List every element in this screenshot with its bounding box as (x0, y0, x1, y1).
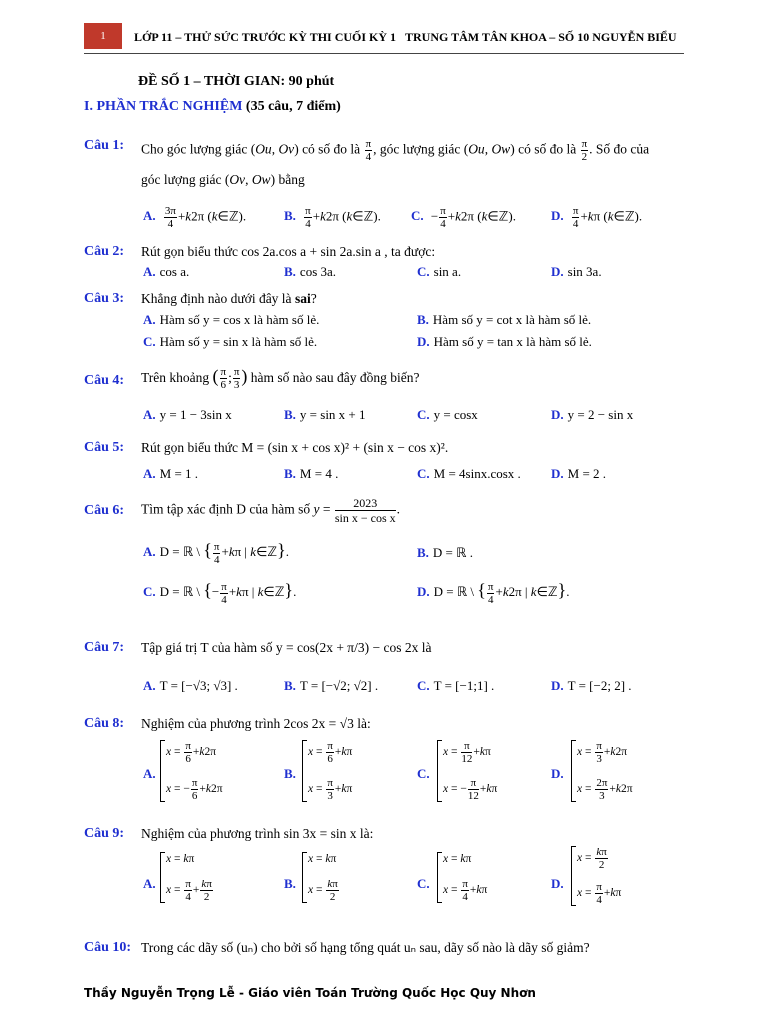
option-a: A. T = [−√3; √3] . (143, 678, 238, 693)
question-label: Câu 10: (84, 940, 132, 955)
question-5-text: Rút gọn biểu thức M = (sin x + cos x)² + (sin x − cos x)². (141, 440, 449, 455)
question-4-text: Trên khoảng ( $\frac{\pi}{6}$ ; $\frac{\pi}{3}$ ) hàm số nào sau đây đồng biến? (141, 366, 420, 392)
solution-system: x = $\frac{\pi}{12}$ +kπ x = − $\frac{\pi}{12}$ +kπ (437, 740, 530, 802)
option-d: D. T = [−2; 2] . (551, 678, 632, 693)
option-c: C. − $\frac{\pi}{4}$ +k2π (k∈ℤ). (411, 205, 516, 230)
option-b: B. $\frac{\pi}{4}$ +k2π (k∈ℤ). (284, 205, 381, 230)
q1-text-d: có số đo là (518, 141, 577, 157)
option-a: A. cos a. (143, 264, 190, 279)
question-label: Câu 1: (84, 138, 125, 153)
question-9-text: Nghiệm của phương trình sin 3x = sin x là: (141, 826, 374, 841)
option-c: C. (417, 876, 430, 891)
option-a: A. (143, 876, 156, 891)
option-d: D. M = 2 . (551, 466, 607, 481)
header-left: LỚP 11 – THỬ SỨC TRƯỚC KỲ THI CUỐI KỲ 1 (134, 30, 397, 44)
question-1-text: Cho góc lượng giác (Ou, Ov) có số đo là $\frac{\pi}{4}$ , góc lượng giác (Ou, Ow) có số đo là $\frac{\pi}{2}$ . Số đo của (141, 138, 650, 163)
solution-system: x = $\frac{k\pi}{2}$ x = $\frac{\pi}{4}$ +kπ (571, 846, 654, 906)
q1-line2b: bằng (278, 172, 305, 187)
question-3-text: Khẳng định nào dưới đây là sai? (141, 291, 317, 306)
solution-system: x = $\frac{\pi}{6}$ +kπ x = $\frac{\pi}{3}$ +kπ (302, 740, 383, 802)
option-b: B. cos 3a. (284, 264, 337, 279)
question-label: Câu 4: (84, 373, 125, 388)
fraction: $\frac{\pi}{2}$ (581, 138, 588, 163)
question-10-text: Trong các dãy số (uₙ) cho bởi số hạng tổng quát uₙ sau, dãy số nào là dãy số giảm? (141, 940, 590, 955)
solution-system: x = $\frac{\pi}{3}$ +k2π x = $\frac{2\pi}{3}$ +k2π (571, 740, 664, 802)
option-b: B. y = sin x + 1 (284, 407, 366, 422)
option-a: A. $\frac{3\pi}{4}$ +k2π (k∈ℤ). (143, 205, 247, 230)
option-d: D. D = ℝ \ { $\frac{\pi}{4}$ +k2π | k∈ℤ}. (417, 580, 570, 606)
option-a: A. D = ℝ \ { $\frac{\pi}{4}$ +kπ | k∈ℤ}. (143, 540, 289, 566)
question-label: Câu 2: (84, 244, 125, 259)
q1-text-a: Cho góc lượng giác (141, 141, 248, 157)
option-c: C. y = cosx (417, 407, 478, 422)
header-divider (84, 53, 684, 54)
exam-title: ĐỀ SỐ 1 – THỜI GIAN: 90 phút (138, 74, 335, 89)
option-b: B. T = [−√2; √2] . (284, 678, 379, 693)
option-c: C. D = ℝ \ {− $\frac{\pi}{4}$ +kπ | k∈ℤ}. (143, 580, 297, 606)
option-a: A. Hàm số y = cos x là hàm số lẻ. (143, 312, 320, 327)
solution-system: x = kπ x = $\frac{k\pi}{2}$ (302, 852, 363, 903)
solution-system: x = kπ x = $\frac{\pi}{4}$ + $\frac{k\pi}{2}$ (160, 852, 243, 903)
option-d: D. Hàm số y = tan x là hàm số lẻ. (417, 334, 592, 349)
option-b: B. (284, 876, 296, 891)
question-6-text: Tìm tập xác định D của hàm số y = $\frac{2023}{\text{sin x − cos x}}$ . (141, 496, 400, 525)
option-d: D. (551, 876, 564, 891)
solution-system: x = kπ x = $\frac{\pi}{4}$ +kπ (437, 852, 520, 903)
question-label: Câu 6: (84, 503, 125, 518)
question-1-line2: góc lượng giác (Ov, Ow) bằng (141, 172, 305, 187)
question-label: Câu 5: (84, 440, 125, 455)
option-c: C. M = 4sinx.cosx . (417, 466, 521, 481)
option-c: C. Hàm số y = sin x là hàm số lẻ. (143, 334, 318, 349)
option-c: C. T = [−1;1] . (417, 678, 495, 693)
option-a: A. M = 1 . (143, 466, 199, 481)
option-a: A. (143, 766, 156, 781)
q1-line2: góc lượng giác (141, 172, 222, 187)
q1-text-e: . Số đo của (589, 141, 650, 157)
question-label: Câu 9: (84, 826, 125, 841)
option-a: A. y = 1 − 3sin x (143, 407, 232, 422)
question-label: Câu 3: (84, 291, 125, 306)
option-d: D. $\frac{\pi}{4}$ +kπ (k∈ℤ). (551, 205, 643, 230)
page-number-badge: 1 (84, 23, 122, 49)
fraction: $\frac{\pi}{4}$ (365, 138, 372, 163)
option-b: B. M = 4 . (284, 466, 339, 481)
option-c: C. sin a. (417, 264, 462, 279)
option-b: B. D = ℝ . (417, 545, 473, 560)
question-7-text: Tập giá trị T của hàm số y = cos(2x + π/3) − cos 2x là (141, 640, 432, 655)
section-heading (84, 99, 341, 115)
question-8-text: Nghiệm của phương trình 2cos 2x = √3 là: (141, 716, 371, 731)
question-label: Câu 8: (84, 716, 125, 731)
header-right: TRUNG TÂM TÂN KHOA – SỐ 10 NGUYỄN BIỂU (405, 30, 677, 44)
section-detail: (35 câu, 7 điểm) (245, 99, 341, 114)
option-d: D. y = 2 − sin x (551, 407, 634, 422)
option-c: C. (417, 766, 430, 781)
option-b: B. Hàm số y = cot x là hàm số lẻ. (417, 312, 592, 327)
solution-system: x = $\frac{\pi}{6}$ +k2π x = − $\frac{\pi}{6}$ +k2π (160, 740, 257, 802)
option-d: D. sin 3a. (551, 264, 602, 279)
option-d: D. (551, 766, 564, 781)
q1-text-c: , góc lượng giác (373, 141, 461, 157)
footer-author: Thầy Nguyễn Trọng Lễ - Giáo viên Toán Trường Quốc Học Quy Nhơn (84, 986, 536, 1000)
question-2-text: Rút gọn biểu thức cos 2a.cos a + sin 2a.sin a , ta được: (141, 244, 436, 259)
section-name: I. PHẦN TRẮC NGHIỆM (84, 99, 243, 114)
option-b: B. (284, 766, 296, 781)
question-label: Câu 7: (84, 640, 125, 655)
q1-text-b: có số đo là (302, 141, 361, 157)
